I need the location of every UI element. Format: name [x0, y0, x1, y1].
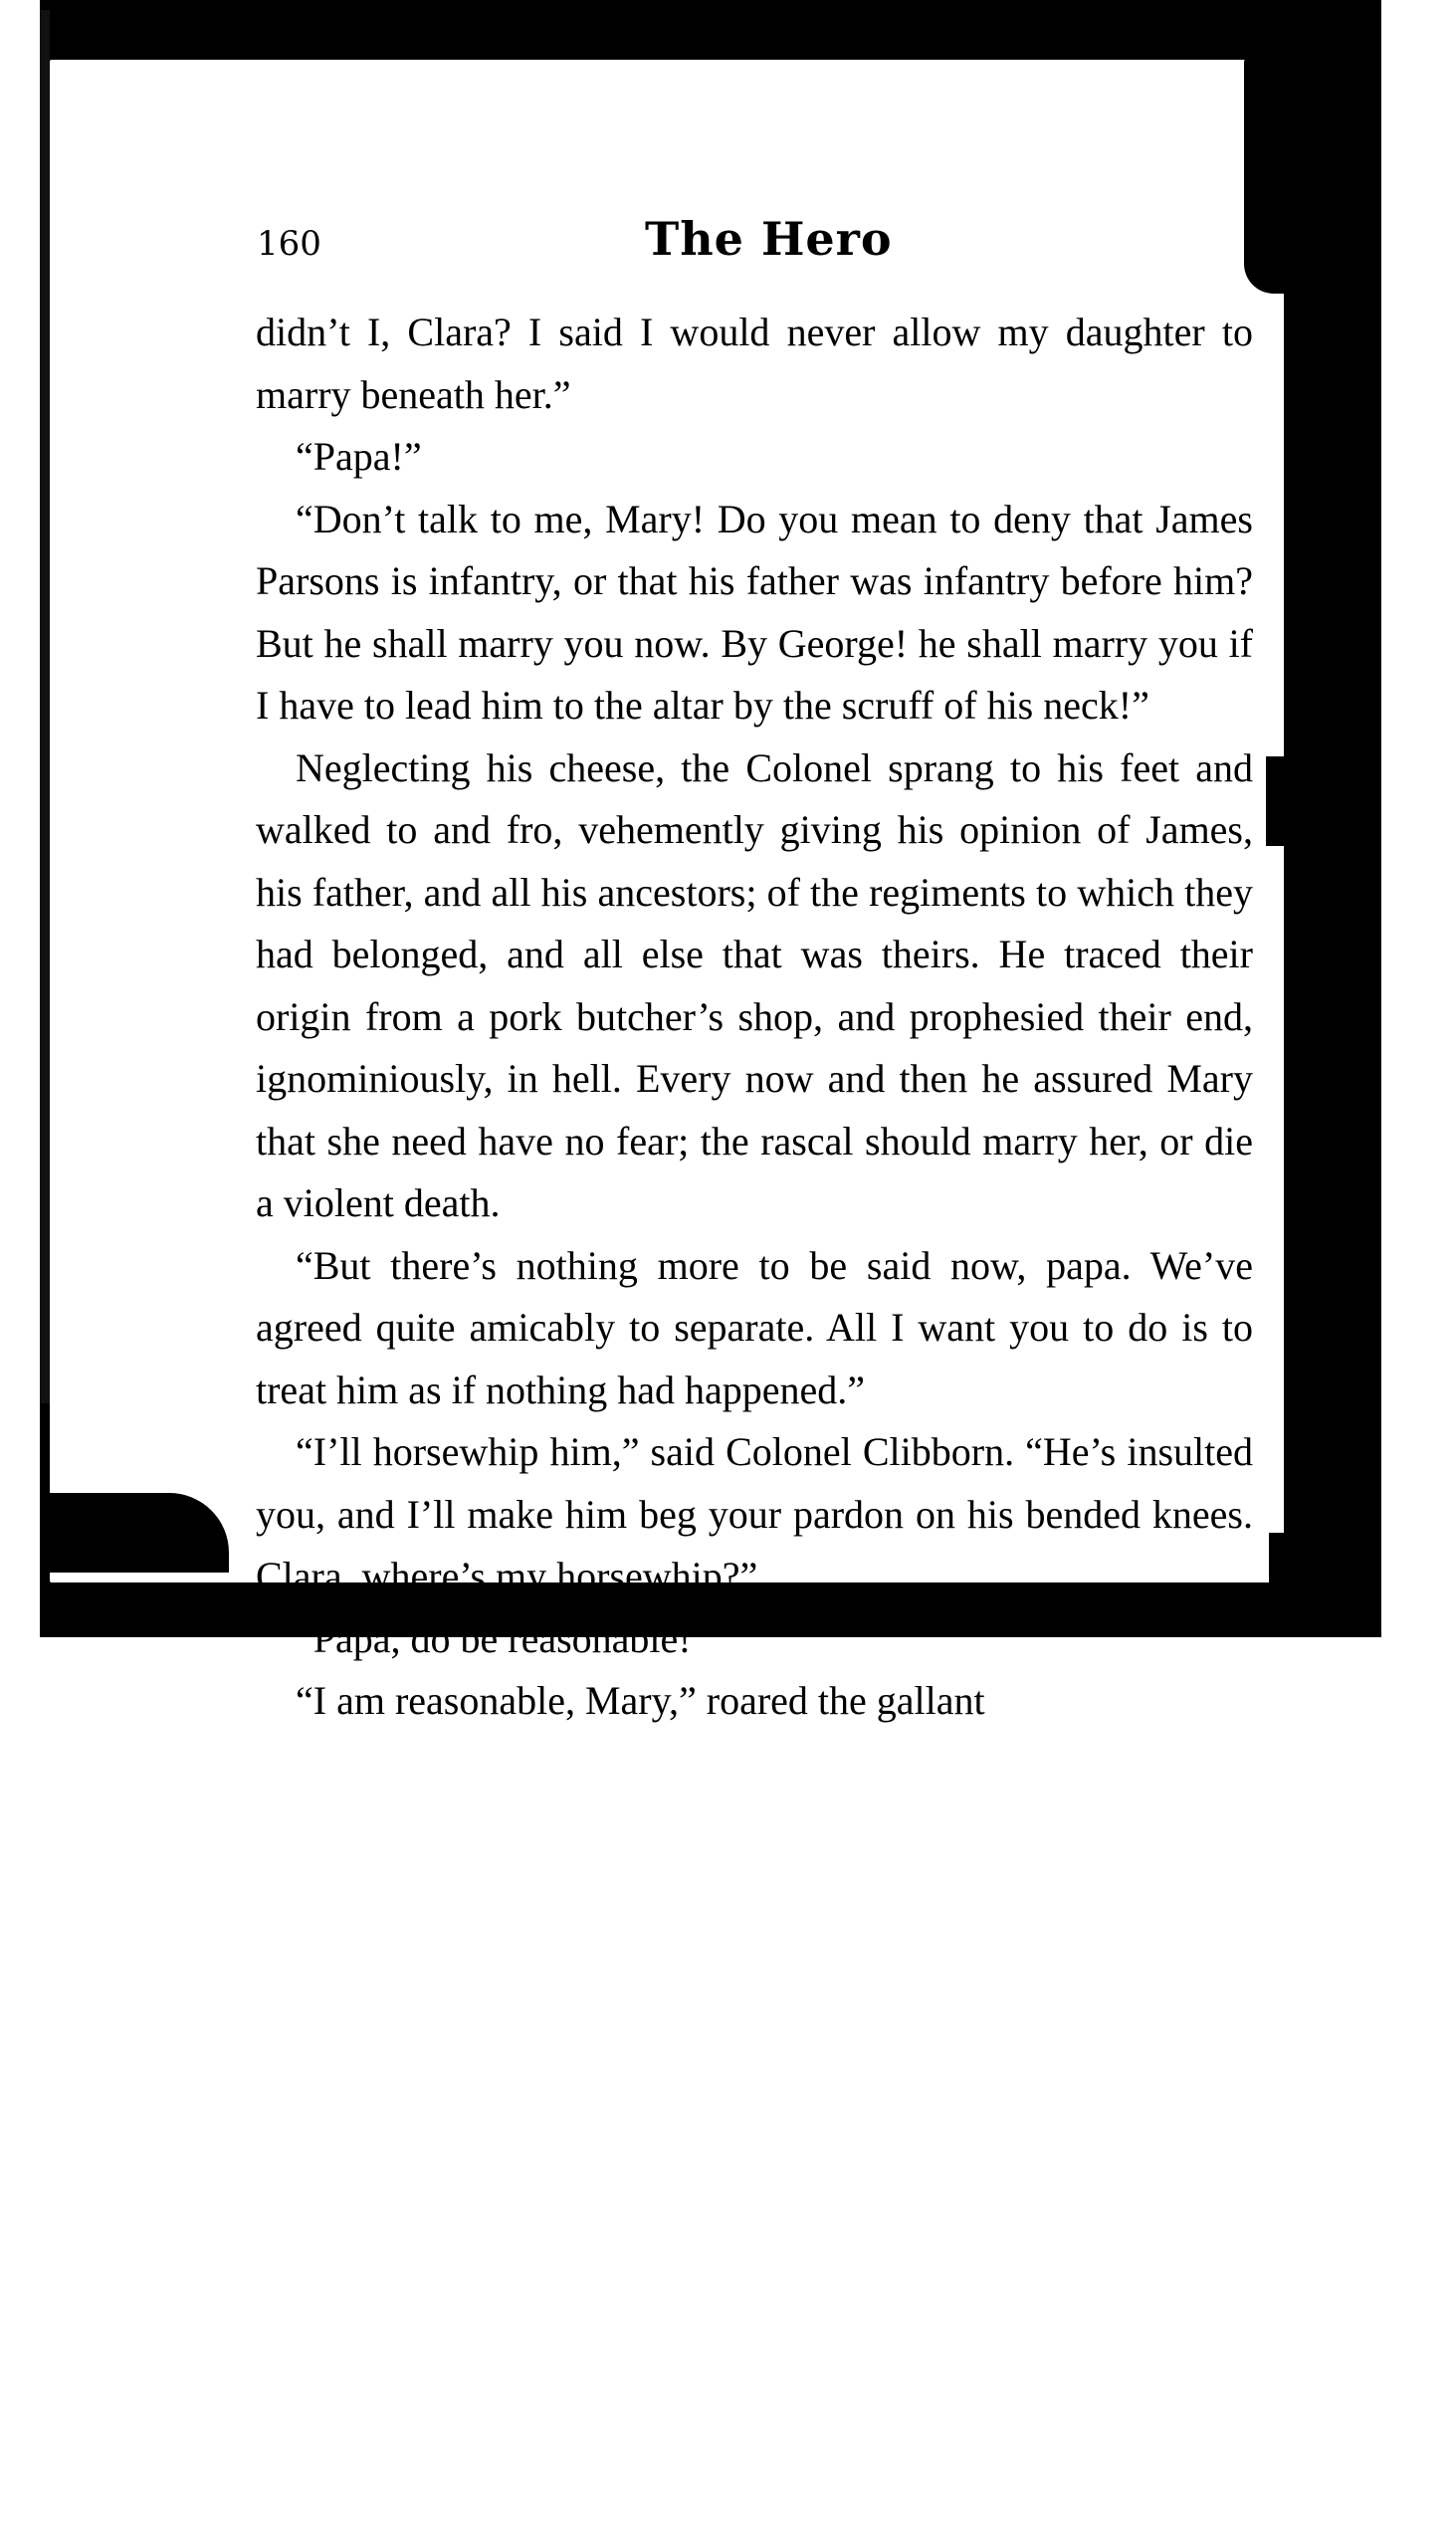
left-scan-edge	[40, 10, 50, 1403]
paragraph: “I am reasonable, Mary,” roared the gallant	[296, 1678, 985, 1723]
page-number: 160	[257, 224, 321, 264]
body-text	[256, 302, 1253, 1733]
right-scan-edge-middle	[1266, 756, 1296, 846]
paragraph: “Don’t talk to me, Mary! Do you mean to deny that James Parsons is infantry, or that his father was infantry before him? But he shall marry you now. By George! he shall marry you if I have to lead him to the altar by the scruff of his neck!”	[256, 496, 1253, 728]
paragraph: “But there’s nothing more to be said now, papa. We’ve agreed quite amicably to separate. All I want you to do is to treat him as if nothing had happened.”	[256, 1242, 1253, 1412]
running-title: The Hero	[645, 212, 893, 266]
right-scan-edge-bottom	[1269, 1533, 1299, 1637]
paragraph: Neglecting his cheese, the Colonel sprang to his feet and walked to and fro, vehemently giving his opinion of James, his father, and all his ancestors; of the regiments to which they had belonged, and all else that was theirs. He traced their origin from a pork butcher’s shop, and prophesied their end, ignominiously, in hell. Every now and then he assured Mary that she need have no fear; the rascal should marry her, or die a violent death.	[256, 744, 1253, 1225]
paragraph: “Papa!”	[296, 434, 422, 479]
right-scan-edge-top	[1244, 55, 1314, 294]
paragraph: “Papa, do be reasonable!”	[296, 1615, 710, 1661]
paragraph: “I’ll horsewhip him,” said Colonel Clibborn. “He’s insulted you, and I’ll make him beg your pardon on his bended knees. Clara, where’s my horsewhip?”	[256, 1429, 1253, 1598]
bottom-left-scan-edge	[40, 1493, 229, 1573]
paragraph: didn’t I, Clara? I said I would never allow my daughter to marry beneath her.”	[256, 310, 1253, 417]
running-head	[257, 212, 1252, 282]
